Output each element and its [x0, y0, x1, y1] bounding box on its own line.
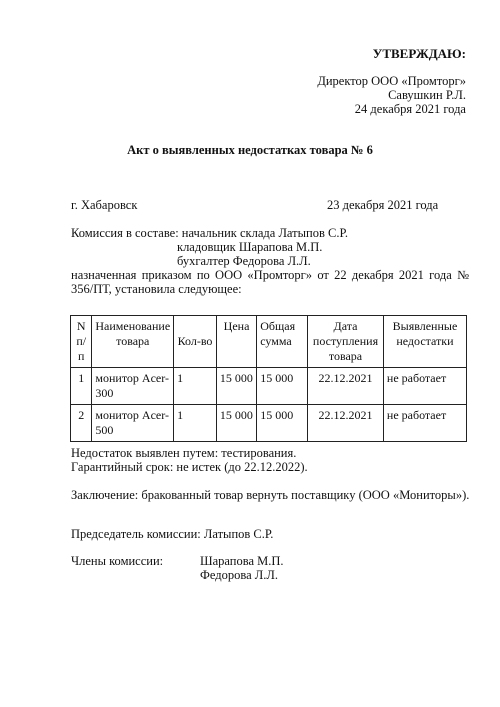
cell-name: монитор Acer-300	[92, 368, 174, 405]
cell-price: 15 000	[216, 368, 256, 405]
signature-member-2: Федорова Л.Л.	[200, 568, 278, 582]
cell-sum: 15 000	[257, 368, 308, 405]
cell-qty: 1	[174, 368, 217, 405]
header-sum: Общая сумма	[257, 316, 308, 368]
signature-member-1: Шарапова М.П.	[200, 554, 284, 568]
table-row	[71, 405, 467, 442]
approval-heading: УТВЕРЖДАЮ:	[372, 46, 466, 61]
approval-name: Савушкин Р.Л.	[388, 88, 466, 102]
finding-warranty: Гарантийный срок: не истек (до 22.12.2022).	[71, 460, 308, 474]
document-title: Акт о выявленных недостатках товара № 6	[127, 143, 373, 157]
commission-chair: Председатель комиссии: Латыпов С.Р.	[71, 527, 274, 541]
table-header-row	[71, 316, 467, 368]
cell-price: 15 000	[216, 405, 256, 442]
cell-date: 22.12.2021	[308, 405, 384, 442]
conclusion: Заключение: бракованный товар вернуть поставщику (ООО «Мониторы»).	[71, 488, 470, 502]
defects-table	[70, 315, 467, 442]
header-defects: Выявленные недостатки	[383, 316, 466, 368]
header-name: Наименование товара	[92, 316, 174, 368]
header-price: Цена	[216, 316, 256, 368]
order-line-1: назначенная приказом по ООО «Промторг» от 22 декабря 2021 года №	[71, 268, 469, 282]
cell-defect: не работает	[383, 405, 466, 442]
cell-qty: 1	[174, 405, 217, 442]
cell-defect: не работает	[383, 368, 466, 405]
members-label: Члены комиссии:	[71, 554, 164, 568]
commission-member-3: бухгалтер Федорова Л.Л.	[177, 254, 311, 268]
cell-n: 1	[71, 368, 92, 405]
commission-member-2: кладовщик Шарапова М.П.	[177, 240, 323, 254]
cell-sum: 15 000	[257, 405, 308, 442]
cell-date: 22.12.2021	[308, 368, 384, 405]
approval-date: 24 декабря 2021 года	[354, 102, 466, 116]
cell-name: монитор Acer-500	[92, 405, 174, 442]
header-qty: Кол-во	[174, 316, 217, 368]
finding-method: Недостаток выявлен путем: тестирования.	[71, 446, 297, 460]
place: г. Хабаровск	[71, 198, 138, 212]
table-row	[71, 368, 467, 405]
order-line-2: 356/ПТ, установила следующее:	[71, 282, 242, 296]
cell-n: 2	[71, 405, 92, 442]
act-date: 23 декабря 2021 года	[327, 198, 439, 212]
approval-director: Директор ООО «Промторг»	[317, 74, 466, 88]
header-n: N п/п	[71, 316, 92, 368]
header-date: Дата поступления товара	[308, 316, 384, 368]
commission-intro: Комиссия в составе: начальник склада Латыпов С.Р.	[71, 226, 348, 240]
